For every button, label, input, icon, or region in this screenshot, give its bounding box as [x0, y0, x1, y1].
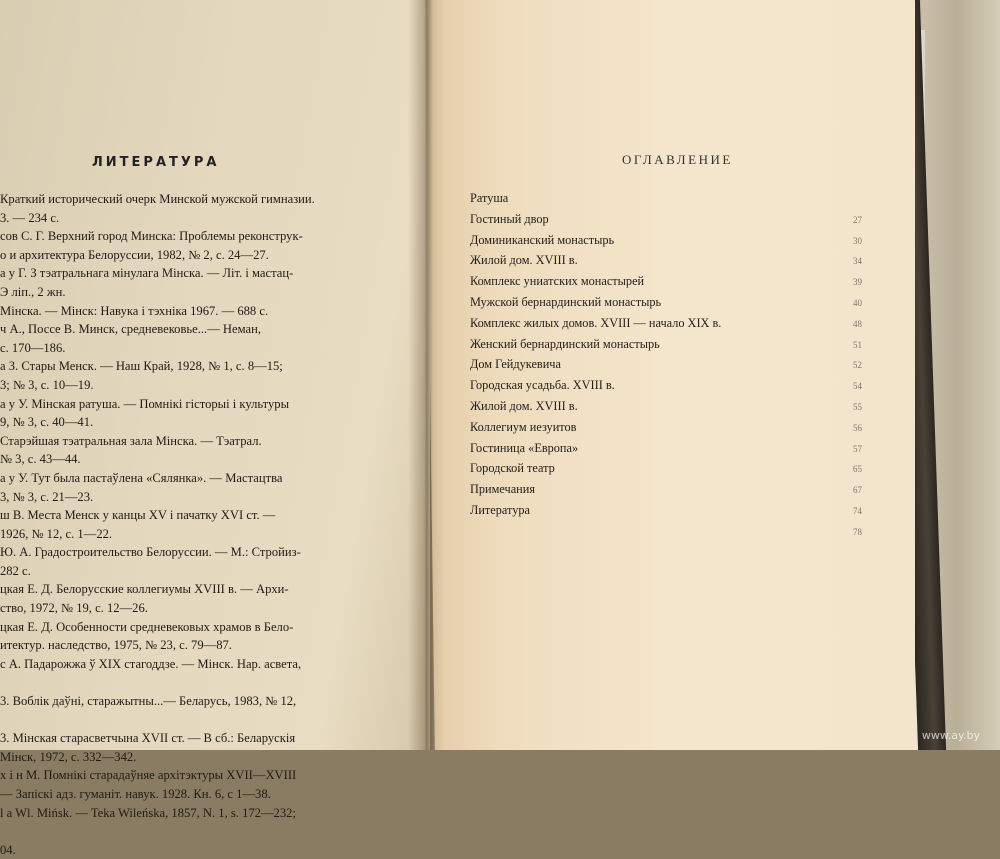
toc-entry-page: 40: [853, 297, 862, 308]
toc-entry-title: Жилой дом. XVIII в.: [470, 253, 578, 268]
literature-line: ство, 1972, № 19, с. 12—26.: [0, 601, 148, 616]
literature-line: [0, 822, 420, 841]
toc-entry-title: Мужской бернардинский монастырь: [470, 294, 662, 309]
literature-line: Мінск, 1972, с. 332—342.: [0, 749, 137, 764]
watermark: www.ay.by: [921, 729, 980, 742]
toc-entry-page: 30: [853, 235, 862, 246]
literature-line: цкая Е. Д. Особенности средневековых храмов в Бело-: [0, 619, 294, 634]
toc-entry-page: 57: [853, 443, 862, 454]
literature-line: 3. Мінская старасветчына XVII ст. — В сб.: Беларускія: [0, 731, 296, 746]
toc-entry-title: Ратуша: [470, 191, 509, 205]
literature-line: 04.: [0, 842, 16, 857]
literature-line: Ю. А. Градостроительство Белоруссии. — М.: Стройиз-: [0, 545, 301, 560]
literature-line: [0, 711, 420, 730]
toc-entry: [470, 314, 880, 335]
toc-entry-page: 51: [853, 339, 862, 350]
toc-entry: [470, 355, 880, 376]
toc-entry-page: 48: [853, 318, 862, 329]
toc-entry: [470, 376, 880, 397]
toc-entry: [470, 210, 880, 231]
literature-line: цкая Е. Д. Белорусские коллегиумы XVIII в. — Архи-: [0, 582, 289, 597]
toc-entry-page: 27: [853, 214, 862, 225]
toc-entry-page: 78: [853, 526, 862, 537]
literature-line: а З. Стары Менск. — Наш Край, 1928, № 1, с. 8—15;: [0, 359, 283, 374]
literature-line: 3. Воблік даўні, старажытны...— Беларусь, 1983, № 12,: [0, 694, 297, 709]
toc-entry-title: Городская усадьба. XVIII в.: [470, 378, 615, 393]
toc-entry-page: 55: [853, 401, 862, 412]
toc-entry-title: Комплекс жилых домов. XVIII — начало XIX в.: [470, 315, 722, 330]
toc-entry-title: Гостиный двор: [470, 211, 549, 226]
toc-entry-page: 67: [853, 485, 862, 496]
toc-entry-page: 52: [853, 360, 862, 371]
literature-line: 1926, № 12, с. 1—22.: [0, 526, 113, 541]
toc-entry-title: Городской театр: [470, 461, 555, 476]
toc-entry: [470, 439, 880, 460]
toc-entry: [470, 251, 880, 272]
toc-entry-page: 56: [853, 422, 862, 433]
toc-entry-page: 39: [853, 277, 862, 288]
literature-line: о и архитектура Белоруссии, 1982, № 2, с. 24—27.: [0, 247, 269, 262]
toc-entry: [470, 231, 880, 252]
literature-line: l a Wl. Mińsk. — Teka Wileńska, 1857, N. 1, s. 172—232;: [0, 805, 296, 820]
toc-entry: [470, 272, 880, 293]
toc-entry: [470, 189, 880, 210]
toc-entry: [470, 293, 880, 314]
literature-line: Старэйшая тэатральная зала Мінска. — Тэатрал.: [0, 433, 262, 448]
literature-heading: ЛИТЕРАТУРА: [92, 155, 220, 170]
toc-entry: [470, 459, 880, 480]
toc-entry-title: Дом Гейдукевича: [470, 357, 561, 372]
literature-list: [0, 190, 420, 859]
literature-line: 3, № 3, с. 21—23.: [0, 489, 94, 504]
literature-line: № 3, с. 43—44.: [0, 452, 81, 467]
literature-line: 282 с.: [0, 563, 31, 578]
toc-entry-title: Жилой дом. XVIII в.: [470, 398, 578, 413]
toc-entry: [470, 397, 880, 418]
literature-line: ч А., Поссе В. Минск, средневековье...— Неман,: [0, 322, 261, 337]
literature-line: итектур. наследство, 1975, № 23, с. 79—87.: [0, 638, 232, 653]
book-gutter: [408, 0, 444, 750]
toc-entry-title: Примечания: [470, 482, 536, 497]
toc-entry-title: Женский бернардинский монастырь: [470, 336, 660, 351]
toc-entry: [470, 522, 880, 543]
left-page: [0, 0, 430, 857]
toc-entry: [470, 418, 880, 439]
toc-entry-page: 65: [853, 464, 862, 475]
toc-entry: [470, 501, 880, 522]
contents-heading: ОГЛАВЛЕНИЕ: [622, 152, 733, 167]
toc-entry-page: 54: [853, 381, 862, 392]
toc-entry-page: 74: [853, 505, 862, 516]
literature-line: с. 170—186.: [0, 340, 66, 355]
toc-entry-title: Коллегиум иезуитов: [470, 419, 577, 434]
toc-entry-page: 34: [853, 256, 862, 267]
literature-line: 3; № 3, с. 10—19.: [0, 377, 94, 392]
literature-line: х і н М. Помнікі старадаўняе архітэктуры XVII—XVIII: [0, 768, 297, 783]
literature-line: — Запіскі адз. гуманіт. навук. 1928. Кн. 6, с 1—38.: [0, 787, 271, 801]
literature-line: 9, № 3, с. 40—41.: [0, 415, 94, 430]
literature-line: [0, 673, 420, 692]
toc-entry-title: Доминиканский монастырь: [470, 232, 615, 247]
literature-line: а у У. Мінская ратуша. — Помнікі гісторыі і культуры: [0, 396, 290, 411]
toc-entry: [470, 480, 880, 501]
toc-entry-title: Гостиница «Европа»: [470, 440, 579, 455]
literature-line: Э ліп., 2 жн.: [0, 284, 66, 299]
literature-line: а у Г. З тэатральнага мінулага Мінска. — Літ. і мастац-: [0, 266, 294, 281]
literature-line: Мінска. — Мінск: Навука і тэхніка 1967. — 688 с.: [0, 303, 269, 318]
literature-line: 3. — 234 с.: [0, 210, 60, 225]
toc-entry: [470, 335, 880, 356]
literature-line: с А. Падарожжа ў XIX стагоддзе. — Мінск. Нар. асвета,: [0, 656, 302, 671]
toc-entry-title: Комплекс униатских монастырей: [470, 274, 645, 289]
toc-entry-title: Литература: [470, 502, 531, 517]
table-of-contents: [470, 189, 880, 543]
literature-line: сов С. Г. Верхний город Минска: Проблемы реконструк-: [0, 229, 303, 244]
literature-line: а у У. Тут была пастаўлена «Сялянка». — Мастацтва: [0, 470, 283, 485]
literature-line: Краткий исторический очерк Минской мужской гимназии.: [0, 192, 315, 206]
literature-line: ш В. Места Менск у канцы XV і пачатку XVI ст. —: [0, 508, 276, 523]
